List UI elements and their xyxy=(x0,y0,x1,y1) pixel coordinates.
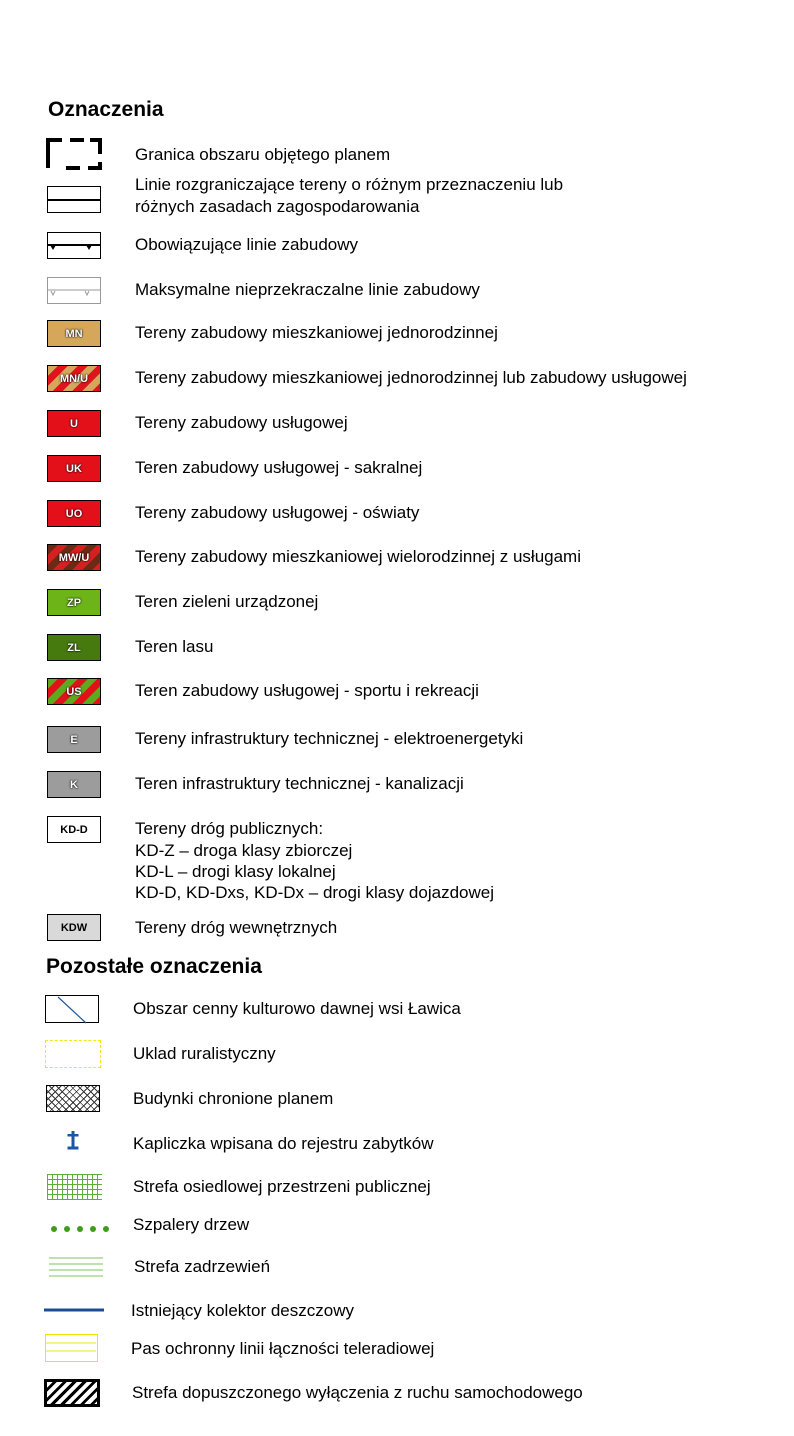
legend-label: Istniejący kolektor deszczowy xyxy=(131,1301,354,1320)
legend-label: Tereny dróg publicznych: xyxy=(135,819,324,838)
legend-label: Uklad ruralistyczny xyxy=(133,1044,276,1063)
mnu-swatch-icon xyxy=(47,365,101,392)
zone-code: ZL xyxy=(67,641,81,654)
public-space-grid-icon xyxy=(47,1174,102,1200)
legend-label: Obszar cenny kulturowo dawnej wsi Ławica xyxy=(133,999,461,1018)
zone-code: E xyxy=(70,733,78,746)
legend-label: Strefa zadrzewień xyxy=(134,1257,271,1276)
kdd-swatch-icon xyxy=(47,816,101,843)
legend-label-sub: KD-Z – droga klasy zbiorczej xyxy=(135,841,353,860)
rural-layout-icon xyxy=(45,1040,101,1068)
legend-label-line2: różnych zasadach zagospodarowania xyxy=(135,197,420,216)
section-title-pozostale: Pozostałe oznaczenia xyxy=(46,955,262,978)
legend-label: Teren zabudowy usługowej - sakralnej xyxy=(135,458,423,477)
legend-label: Kapliczka wpisana do rejestru zabytków xyxy=(133,1134,434,1153)
zone-code: UO xyxy=(65,507,83,520)
section-title-oznaczenia: Oznaczenia xyxy=(48,98,164,121)
u-swatch-icon xyxy=(47,410,101,437)
legend-label: Tereny infrastruktury technicznej - elektroenergetyki xyxy=(135,729,524,748)
e-swatch-icon xyxy=(47,726,101,753)
zone-code: K xyxy=(70,778,78,791)
plan-boundary-icon xyxy=(46,138,102,170)
legend-label: Tereny zabudowy usługowej xyxy=(135,413,348,432)
legend-label: Obowiązujące linie zabudowy xyxy=(135,235,359,254)
max-building-line-icon xyxy=(47,277,101,304)
legend-label: Tereny zabudowy mieszkaniowej jednorodzinnej xyxy=(135,323,498,342)
legend-label: Tereny zabudowy mieszkaniowej jednorodzinnej lub zabudowy usługowej xyxy=(135,368,687,387)
zone-code: MN xyxy=(65,327,83,340)
legend-label: Strefa dopuszczonego wyłączenia z ruchu samochodowego xyxy=(132,1383,583,1402)
legend-label: Budynki chronione planem xyxy=(133,1089,334,1108)
tree-zone-lines-icon xyxy=(49,1256,103,1280)
zone-code: ZP xyxy=(66,596,82,609)
us-swatch-icon xyxy=(47,678,101,705)
uk-swatch-icon xyxy=(47,455,101,482)
legend-label: Teren infrastruktury technicznej - kanalizacji xyxy=(135,774,464,793)
legend-label-sub: KD-D, KD-Dxs, KD-Dx – drogi klasy dojazdowej xyxy=(135,883,494,902)
kdw-swatch-icon xyxy=(47,914,101,941)
legend-label: Tereny zabudowy usługowej - oświaty xyxy=(135,503,420,522)
mandatory-building-line-icon xyxy=(47,232,101,259)
mwu-swatch-icon xyxy=(47,544,101,571)
cultural-area-icon xyxy=(45,995,99,1023)
legend-label: Tereny dróg wewnętrznych xyxy=(135,918,338,937)
legend-label: Pas ochronny linii łączności teleradiowej xyxy=(131,1339,435,1358)
zp-swatch-icon xyxy=(47,589,101,616)
zone-code: U xyxy=(70,417,78,430)
legend-label: Teren zabudowy usługowej - sportu i rekreacji xyxy=(135,681,479,700)
zone-code: UK xyxy=(66,462,82,475)
chapel-icon xyxy=(66,1130,80,1152)
demarcation-line-icon xyxy=(47,186,101,213)
mn-swatch-icon xyxy=(47,320,101,347)
zone-code: KD-D xyxy=(60,823,88,836)
zone-code: KDW xyxy=(60,921,88,934)
legend-label: Linie rozgraniczające tereny o różnym przeznaczeniu lub xyxy=(135,175,564,194)
zl-swatch-icon xyxy=(47,634,101,661)
legend-label: Maksymalne nieprzekraczalne linie zabudowy xyxy=(135,280,480,299)
traffic-exclusion-icon xyxy=(44,1379,100,1407)
legend-label: Granica obszaru objętego planem xyxy=(135,145,391,164)
telecom-strip-icon xyxy=(45,1334,98,1362)
tree-row-dots-icon xyxy=(50,1224,110,1234)
storm-collector-icon xyxy=(44,1308,104,1312)
zone-code: US xyxy=(66,685,82,698)
zone-code: MW/U xyxy=(58,551,90,564)
protected-building-icon xyxy=(46,1085,100,1112)
legend-label: Teren zieleni urządzonej xyxy=(135,592,319,611)
uo-swatch-icon xyxy=(47,500,101,527)
legend-label: Teren lasu xyxy=(135,637,214,656)
k-swatch-icon xyxy=(47,771,101,798)
legend-label-sub: KD-L – drogi klasy lokalnej xyxy=(135,862,336,881)
legend-label: Tereny zabudowy mieszkaniowej wielorodzinnej z usługami xyxy=(135,547,581,566)
legend-label: Strefa osiedlowej przestrzeni publicznej xyxy=(133,1177,431,1196)
zone-code: MN/U xyxy=(59,372,89,385)
legend-label: Szpalery drzew xyxy=(133,1215,250,1234)
